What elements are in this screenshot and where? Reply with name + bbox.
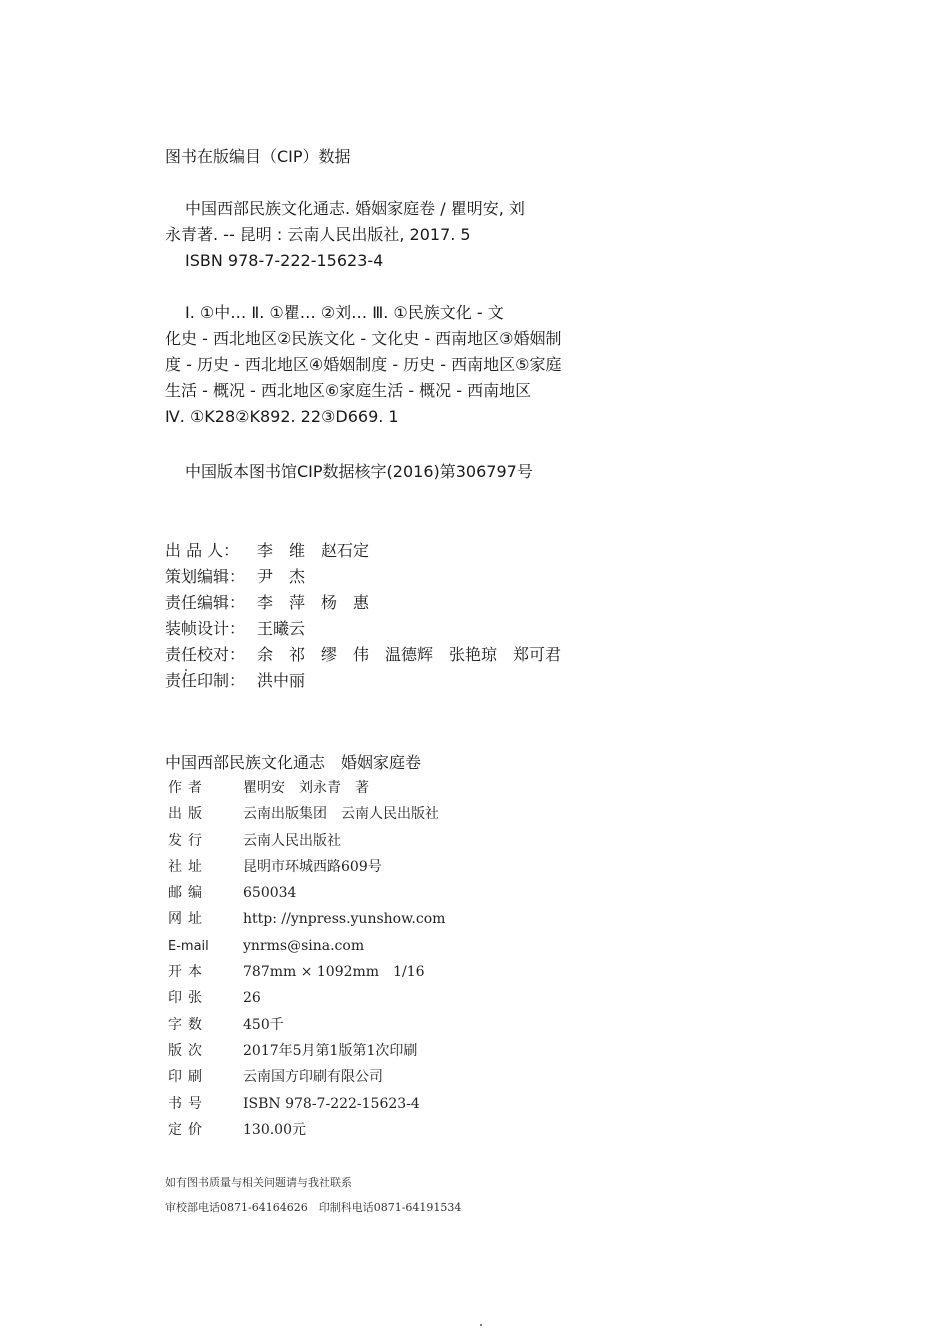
- spec-label: 出版: [168, 806, 208, 823]
- staff-names: 李 维 赵石定: [257, 541, 370, 560]
- staff-row: [165, 642, 561, 668]
- spec-label: 开本: [168, 964, 208, 981]
- spec-label: 印刷: [168, 1069, 208, 1086]
- staff-label: 责任编辑：: [165, 593, 246, 612]
- staff-row: [165, 590, 561, 616]
- cip-line: 永青著. -- 昆明 : 云南人民出版社, 2017. 5: [165, 225, 471, 244]
- staff-list: [165, 538, 561, 694]
- spec-label: 字数: [168, 1016, 208, 1033]
- spec-value: 云南国方印刷有限公司: [243, 1069, 383, 1086]
- spec-row: [168, 1064, 445, 1090]
- spec-label: 书号: [168, 1095, 208, 1112]
- cip-isbn: ISBN 978-7-222-15623-4: [185, 251, 384, 270]
- spec-row: [168, 828, 445, 854]
- spec-row: [168, 1117, 445, 1143]
- spec-label: E-mail: [168, 938, 209, 954]
- spec-label: 邮编: [168, 885, 208, 902]
- cip-bibliographic-entry: [165, 196, 645, 274]
- staff-names: 李 萍 杨 惠: [257, 593, 370, 612]
- spec-row: [168, 906, 445, 932]
- spec-row: [168, 1012, 445, 1038]
- scan-speck: [185, 669, 187, 671]
- spec-value: 650034: [243, 885, 297, 902]
- staff-names: 尹 杰: [257, 567, 306, 586]
- spec-row: [168, 801, 445, 827]
- classification-line: 生活 - 概况 - 西北地区⑥家庭生活 - 概况 - 西南地区: [165, 381, 532, 400]
- spec-value: 450千: [243, 1016, 284, 1033]
- spec-label: 定价: [168, 1121, 208, 1138]
- spec-label: 社址: [168, 858, 208, 875]
- spec-row: [168, 959, 445, 985]
- cip-heading: 图书在版编目（CIP）数据: [165, 147, 351, 166]
- staff-row: [165, 564, 561, 590]
- staff-row: [165, 668, 561, 694]
- publication-specs: [168, 775, 445, 1143]
- classification-line: Ⅳ. ①K28②K892. 22③D669. 1: [165, 407, 399, 426]
- spec-value: 云南人民出版社: [243, 832, 341, 849]
- spec-row: [168, 854, 445, 880]
- spec-label: 发行: [168, 832, 208, 849]
- scan-speck: [480, 1324, 482, 1326]
- spec-label: 作者: [168, 780, 208, 796]
- cip-record-number: 中国版本图书馆CIP数据核字(2016)第306797号: [185, 462, 533, 481]
- spec-row: [168, 880, 445, 906]
- spec-value: 瞿明安 刘永青 著: [243, 780, 369, 796]
- footer-note: 如有图书质量与相关问题请与我社联系: [165, 1176, 352, 1189]
- staff-row: [165, 538, 561, 564]
- staff-row: [165, 616, 561, 642]
- spec-label: 版次: [168, 1042, 208, 1059]
- spec-value: 2017年5月第1版第1次印刷: [243, 1042, 418, 1059]
- contact-footer: [165, 1170, 461, 1220]
- spec-row: [168, 985, 445, 1011]
- classification-line: 度 - 历史 - 西北地区④婚姻制度 - 历史 - 西南地区⑤家庭: [165, 355, 562, 374]
- staff-label: 责任印制：: [165, 671, 246, 690]
- spec-value: 26: [243, 990, 261, 1007]
- spec-label: 印张: [168, 990, 208, 1007]
- cip-classification: [165, 300, 645, 430]
- spec-value: 787mm × 1092mm 1/16: [243, 964, 425, 981]
- staff-names: 王曦云: [257, 619, 306, 638]
- staff-names: 余 祁 缪 伟 温德辉 张艳琼 郑可君: [257, 645, 562, 664]
- staff-label: 责任校对：: [165, 645, 246, 664]
- spec-value: ynrms@sina.com: [243, 937, 365, 954]
- spec-row: [168, 933, 445, 959]
- spec-value: http: //ynpress.yunshow.com: [243, 911, 446, 928]
- cip-line: 中国西部民族文化通志. 婚姻家庭卷 / 瞿明安, 刘: [185, 199, 525, 218]
- classification-line: 化史 - 西北地区②民族文化 - 文化史 - 西南地区③婚姻制: [165, 329, 562, 348]
- spec-label: 网址: [168, 911, 208, 928]
- spec-row: [168, 1038, 445, 1064]
- staff-label: 出 品 人：: [165, 541, 240, 560]
- spec-value: ISBN 978-7-222-15623-4: [243, 1095, 420, 1112]
- staff-label: 装帧设计：: [165, 619, 246, 638]
- spec-row: [168, 1091, 445, 1117]
- classification-line: Ⅰ. ①中… Ⅱ. ①瞿… ②刘… Ⅲ. ①民族文化 - 文: [185, 303, 504, 322]
- spec-value: 昆明市环城西路609号: [243, 858, 382, 875]
- book-title: 中国西部民族文化通志 婚姻家庭卷: [165, 753, 422, 772]
- footer-phones: 审校部电话0871-64164626 印制科电话0871-64191534: [165, 1201, 462, 1214]
- spec-value: 云南出版集团 云南人民出版社: [243, 806, 439, 823]
- staff-names: 洪中丽: [257, 671, 306, 690]
- spec-value: 130.00元: [243, 1121, 306, 1138]
- staff-label: 策划编辑：: [165, 567, 246, 586]
- spec-row: [168, 775, 445, 801]
